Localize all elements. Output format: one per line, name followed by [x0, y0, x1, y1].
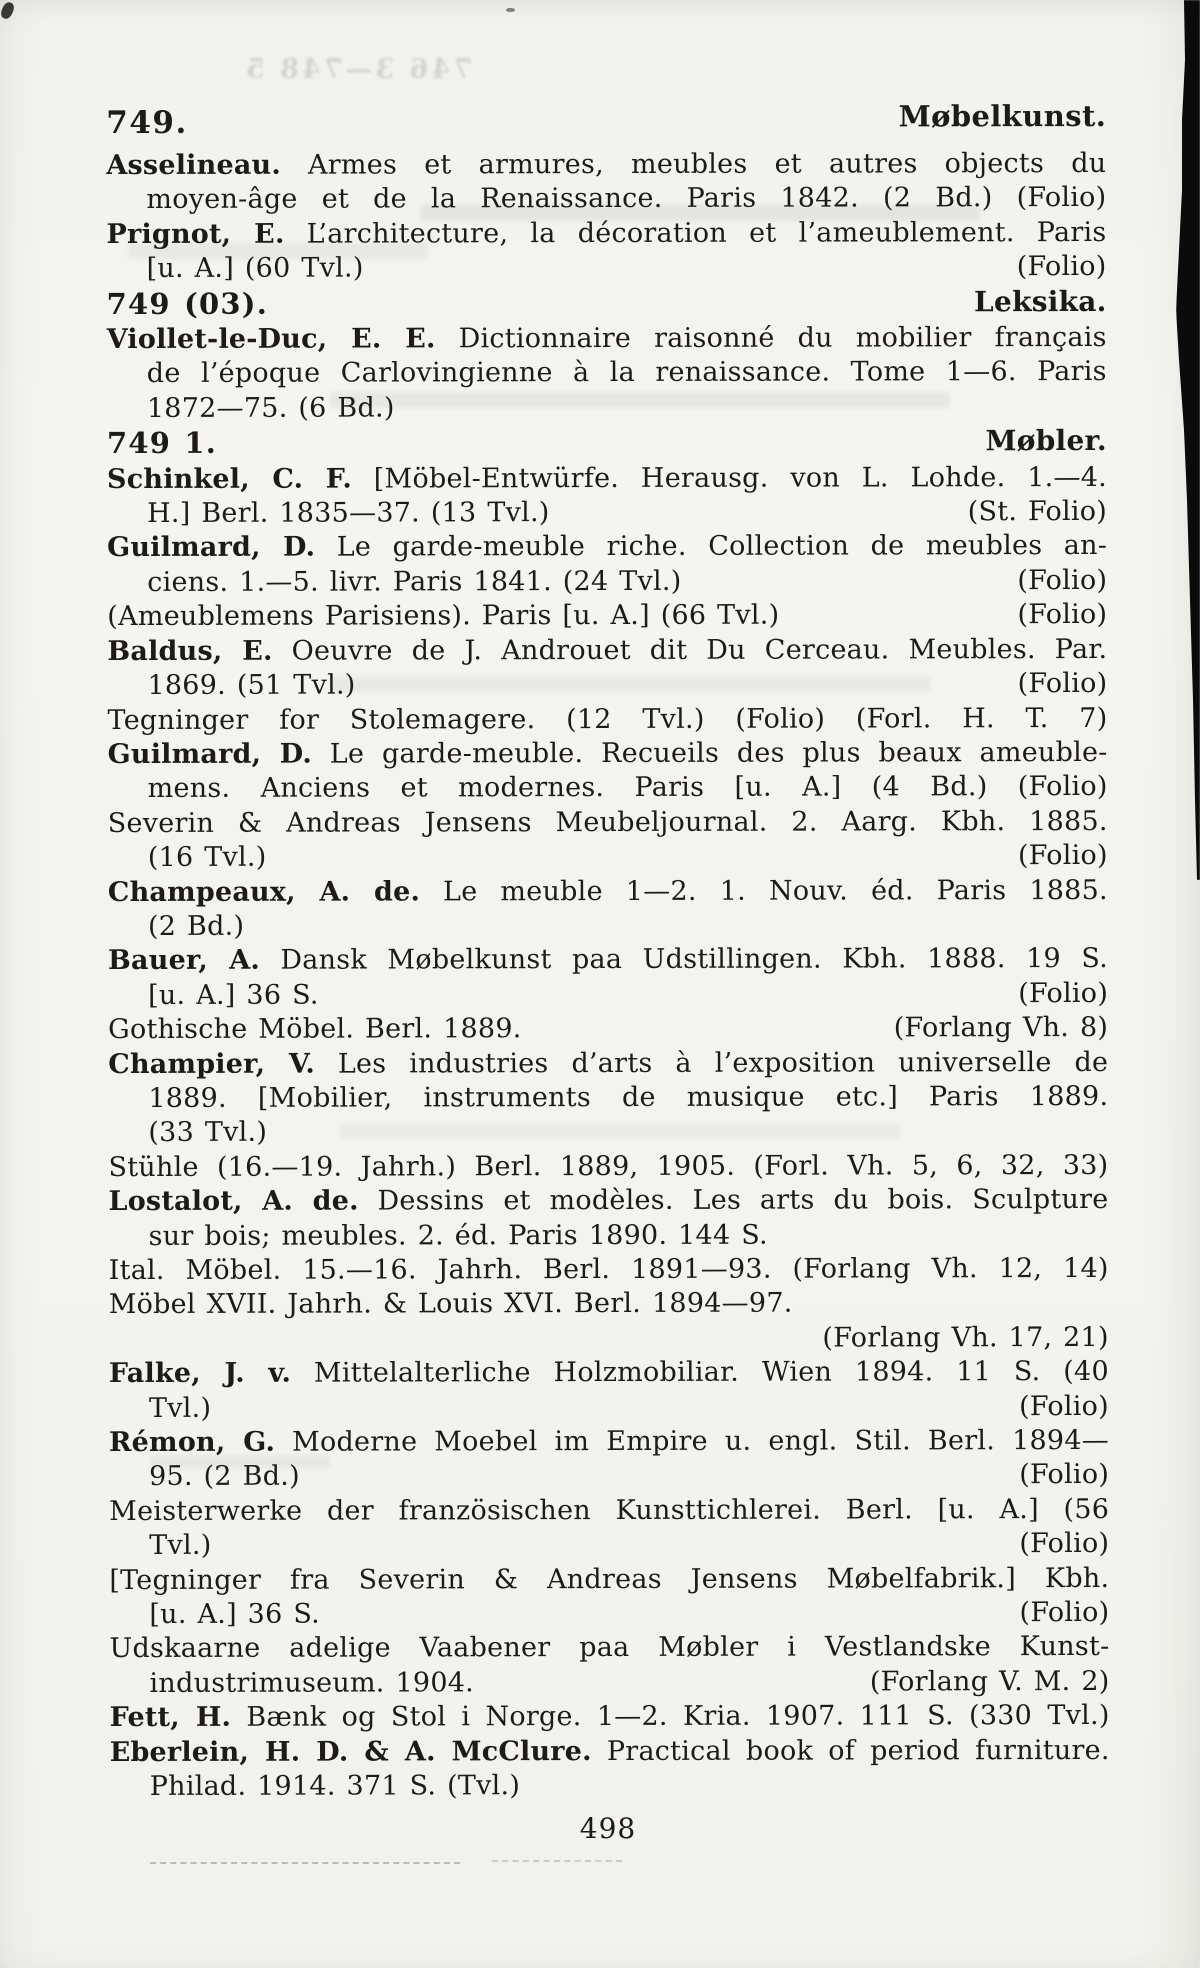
- entry-text: [Tegninger fra Severin & Andreas Jensens Møbelfabrik.] Kbh.: [109, 1562, 1110, 1596]
- scan-artifact-line: [492, 1860, 622, 1862]
- entry-text: Dansk Møbelkunst paa Udstillingen. Kbh. 1888. 19 S.: [259, 943, 1109, 977]
- entry-text: (16 Tvl.): [147, 841, 267, 874]
- entry-text: Le garde-meuble. Recueils des plus beaux ameuble-: [311, 736, 1108, 770]
- entry-format-note: (Folio): [1017, 564, 1108, 597]
- entry-text: Moderne Moebel im Empire u. engl. Stil. Berl. 1894—: [275, 1424, 1110, 1458]
- entry-format-note: (Folio): [1019, 1390, 1109, 1422]
- catalog-entry-line: [108, 1011, 1108, 1048]
- catalog-entry-line: [108, 1183, 1108, 1220]
- entry-text: [Möbel-Entwürfe. Herausg. von L. Lohde. 1.—4.: [351, 461, 1108, 495]
- catalog-entry-line: [107, 390, 1107, 427]
- entry-text: sur bois; meubles. 2. éd. Paris 1890. 144 S.: [148, 1219, 768, 1252]
- catalog-entry-line: [109, 1665, 1109, 1702]
- catalog-entry-line: [106, 147, 1106, 184]
- entry-author: Champeaux, A. de.: [107, 875, 421, 908]
- ink-speck: [0, 0, 16, 20]
- section-label: Møbler.: [985, 424, 1107, 458]
- entry-format-note: (Folio): [1017, 840, 1108, 872]
- catalog-entry-line: [107, 355, 1107, 392]
- catalog-entry-line: [107, 633, 1107, 670]
- entry-format-note: (Folio): [1019, 1459, 1110, 1491]
- bibliography-entries: [106, 147, 1109, 1805]
- catalog-entry-line: [109, 1286, 1109, 1323]
- catalog-entry-line: [109, 1562, 1109, 1599]
- entry-format-note: (Folio): [1018, 977, 1109, 1009]
- catalog-entry-line: [107, 598, 1107, 635]
- entry-author: Guilmard, D.: [107, 738, 313, 770]
- catalog-entry-line: [108, 805, 1108, 842]
- entry-text: 95. (2 Bd.): [149, 1461, 300, 1493]
- scan-artifact-line: [150, 1862, 460, 1864]
- entry-author: Guilmard, D.: [107, 532, 316, 564]
- section-heading-line: [107, 424, 1107, 463]
- entry-author: Rémon, G.: [108, 1426, 276, 1459]
- catalog-entry-line: [109, 1424, 1109, 1461]
- catalog-entry-line: [107, 250, 1107, 287]
- entry-text: Udskaarne adelige Vaabener paa Møbler i Vestlandske Kunst-: [109, 1631, 1110, 1665]
- catalog-entry-line: [109, 1527, 1109, 1564]
- entry-format-note: (Folio): [1016, 251, 1107, 283]
- entry-text: H.] Berl. 1835—37. (13 Tvl.): [147, 497, 550, 530]
- page-number: 498: [579, 1812, 637, 1845]
- ink-speck: [506, 8, 515, 12]
- entry-text: Le meuble 1—2. 1. Nouv. éd. Paris 1885.: [420, 874, 1108, 907]
- subject-heading: Møbelkunst.: [898, 98, 1107, 134]
- catalog-entry-line: [107, 529, 1107, 566]
- bleedthrough-text: 746 3—748 5: [241, 54, 474, 85]
- entry-text: Stühle (16.—19. Jahrh.) Berl. 1889, 1905. (Forl. Vh. 5, 6, 32, 33): [108, 1149, 1109, 1183]
- entry-text: Möbel XVII. Jahrh. & Louis XVI. Berl. 1894—97.: [108, 1288, 793, 1321]
- catalog-entry-line: [109, 1218, 1109, 1255]
- catalog-entry-line: [107, 495, 1107, 532]
- catalog-entry-line: [108, 1114, 1108, 1151]
- entry-text: L’architecture, la décoration et l’ameublement. Paris: [284, 216, 1107, 250]
- entry-text: ciens. 1.—5. livr. Paris 1841. (24 Tvl.): [147, 565, 682, 598]
- catalog-entry-line: [107, 461, 1107, 498]
- entry-text: Tvl.): [148, 1392, 212, 1424]
- entry-text: de l’époque Carlovingienne à la renaissance. Tome 1—6. Paris: [146, 356, 1107, 390]
- entry-text: Dictionnaire raisonné du mobilier français: [435, 321, 1107, 355]
- entry-format-note: (Folio): [1019, 1596, 1110, 1629]
- catalog-entry-line: [108, 770, 1108, 807]
- catalog-entry-line: [108, 942, 1108, 979]
- entry-text: Mittelalterliche Holzmobiliar. Wien 1894. 11 S. (40: [291, 1356, 1109, 1389]
- catalog-entry-line: [106, 181, 1106, 218]
- entry-text: Oeuvre de J. Androuet dit Du Cerceau. Meubles. Par.: [272, 633, 1108, 667]
- catalog-entry-line: [109, 1321, 1109, 1357]
- entry-text: Philad. 1914. 371 S. (Tvl.): [149, 1770, 521, 1803]
- entry-text: [u. A.] 36 S.: [148, 979, 319, 1011]
- entry-author: Falke, J. v.: [108, 1357, 292, 1390]
- entry-format-note: (Forlang Vh. 8): [893, 1012, 1109, 1044]
- entry-text: moyen-âge et de la Renaissance. Paris 1842. (2 Bd.) (Folio): [146, 182, 1107, 216]
- catalog-entry-line: [109, 1596, 1109, 1633]
- section-heading-line: [107, 285, 1107, 324]
- catalog-entry-line: [108, 1080, 1108, 1117]
- catalog-entry-line: [108, 873, 1108, 910]
- entry-text: Le garde-meuble riche. Collection de meubles an-: [315, 530, 1108, 564]
- catalog-entry-line: [108, 1149, 1108, 1186]
- entry-author: Schinkel, C. F.: [106, 463, 353, 495]
- entry-text: (33 Tvl.): [148, 1117, 268, 1149]
- entry-text: [u. A.] (60 Tvl.): [146, 252, 364, 285]
- entry-format-note: (St. Folio): [967, 496, 1108, 528]
- entry-author: Fett, H.: [109, 1702, 232, 1734]
- catalog-entry-line: [108, 1046, 1108, 1083]
- entry-author: Lostalot, A. de.: [108, 1185, 359, 1218]
- classification-number: 749.: [106, 104, 188, 142]
- entry-text: Ital. Möbel. 15.—16. Jahrh. Berl. 1891—93. (Forlang Vh. 12, 14): [108, 1252, 1109, 1287]
- entry-text: [u. A.] 36 S.: [149, 1598, 321, 1631]
- catalog-entry-line: [107, 321, 1107, 358]
- entry-text: Practical book of period furniture.: [591, 1734, 1110, 1767]
- bibliography-text-block: [106, 98, 1110, 1805]
- catalog-entry-line: [109, 1458, 1109, 1495]
- entry-text: Tvl.): [149, 1530, 212, 1562]
- entry-author: Asselineau.: [106, 149, 281, 182]
- entry-text: Tegninger for Stolemagere. (12 Tvl.) (Folio) (Forl. H. T. 7): [107, 702, 1108, 736]
- entry-format-note: (Forlang V. M. 2): [869, 1665, 1110, 1698]
- entry-format-note: (Folio): [1017, 599, 1108, 631]
- catalog-entry-line: [110, 1734, 1110, 1771]
- catalog-entry-line: [108, 839, 1108, 876]
- entry-text: Dessins et modèles. Les arts du bois. Sculpture: [358, 1184, 1109, 1217]
- entry-text: 1872—75. (6 Bd.): [146, 392, 395, 424]
- catalog-entry-line: [110, 1699, 1110, 1736]
- section-label: Leksika.: [974, 284, 1107, 318]
- entry-text: 1889. [Mobilier, instruments de musique etc.] Paris 1889.: [148, 1080, 1109, 1114]
- entry-text: industrimuseum. 1904.: [149, 1667, 475, 1699]
- entry-text: (Ameublemens Parisiens). Paris [u. A.] (66 Tvl.): [107, 599, 780, 633]
- entry-text: Meisterwerke der französischen Kunsttichlerei. Berl. [u. A.] (56: [109, 1493, 1110, 1527]
- catalog-entry-line: [106, 216, 1106, 253]
- catalog-entry-line: [108, 977, 1108, 1014]
- entry-format-note: (Folio): [1017, 668, 1108, 700]
- entry-text: Severin & Andreas Jensens Meubeljournal. 2. Aarg. Kbh. 1885.: [107, 805, 1108, 839]
- catalog-entry-line: [109, 1252, 1109, 1289]
- entry-format-note: (Folio): [1019, 1528, 1110, 1560]
- section-number: 749 1.: [106, 426, 218, 461]
- section-number: 749 (03).: [106, 286, 269, 321]
- entry-text: mens. Anciens et modernes. Paris [u. A.] (4 Bd.) (Folio): [147, 771, 1108, 805]
- catalog-entry-line: [110, 1768, 1110, 1805]
- entry-text: Gothische Möbel. Berl. 1889.: [108, 1013, 522, 1046]
- page-heading: [106, 98, 1107, 147]
- entry-author: Eberlein, H. D. & A. McClure.: [109, 1735, 592, 1768]
- scan-edge-shadow: [1176, 0, 1200, 880]
- entry-text: (2 Bd.): [147, 910, 245, 942]
- catalog-entry-line: [109, 1493, 1109, 1530]
- catalog-entry-line: [107, 701, 1107, 738]
- catalog-entry-line: [109, 1390, 1109, 1427]
- entry-text: Les industries d’arts à l’exposition universelle de: [314, 1046, 1109, 1080]
- catalog-entry-line: [107, 564, 1107, 601]
- entry-text: Armes et armures, meubles et autres objects du: [280, 147, 1107, 181]
- catalog-entry-line: [107, 667, 1107, 704]
- entry-text: Bænk og Stol i Norge. 1—2. Kria. 1907. 111 S. (330 Tvl.): [231, 1700, 1110, 1734]
- entry-author: Baldus, E.: [107, 635, 273, 667]
- entry-text: 1869. (51 Tvl.): [147, 669, 356, 702]
- entry-author: Bauer, A.: [107, 945, 260, 977]
- catalog-entry-line: [108, 736, 1108, 773]
- entry-author: Champier, V.: [108, 1048, 315, 1080]
- entry-author: Viollet-le-Duc, E. E.: [106, 323, 436, 356]
- catalog-entry-line: [109, 1630, 1109, 1667]
- catalog-entry-line: [108, 908, 1108, 945]
- entry-format-note: (Forlang Vh. 17, 21): [822, 1321, 1109, 1354]
- entry-author: Prignot, E.: [106, 218, 285, 250]
- catalog-entry-line: [109, 1355, 1109, 1392]
